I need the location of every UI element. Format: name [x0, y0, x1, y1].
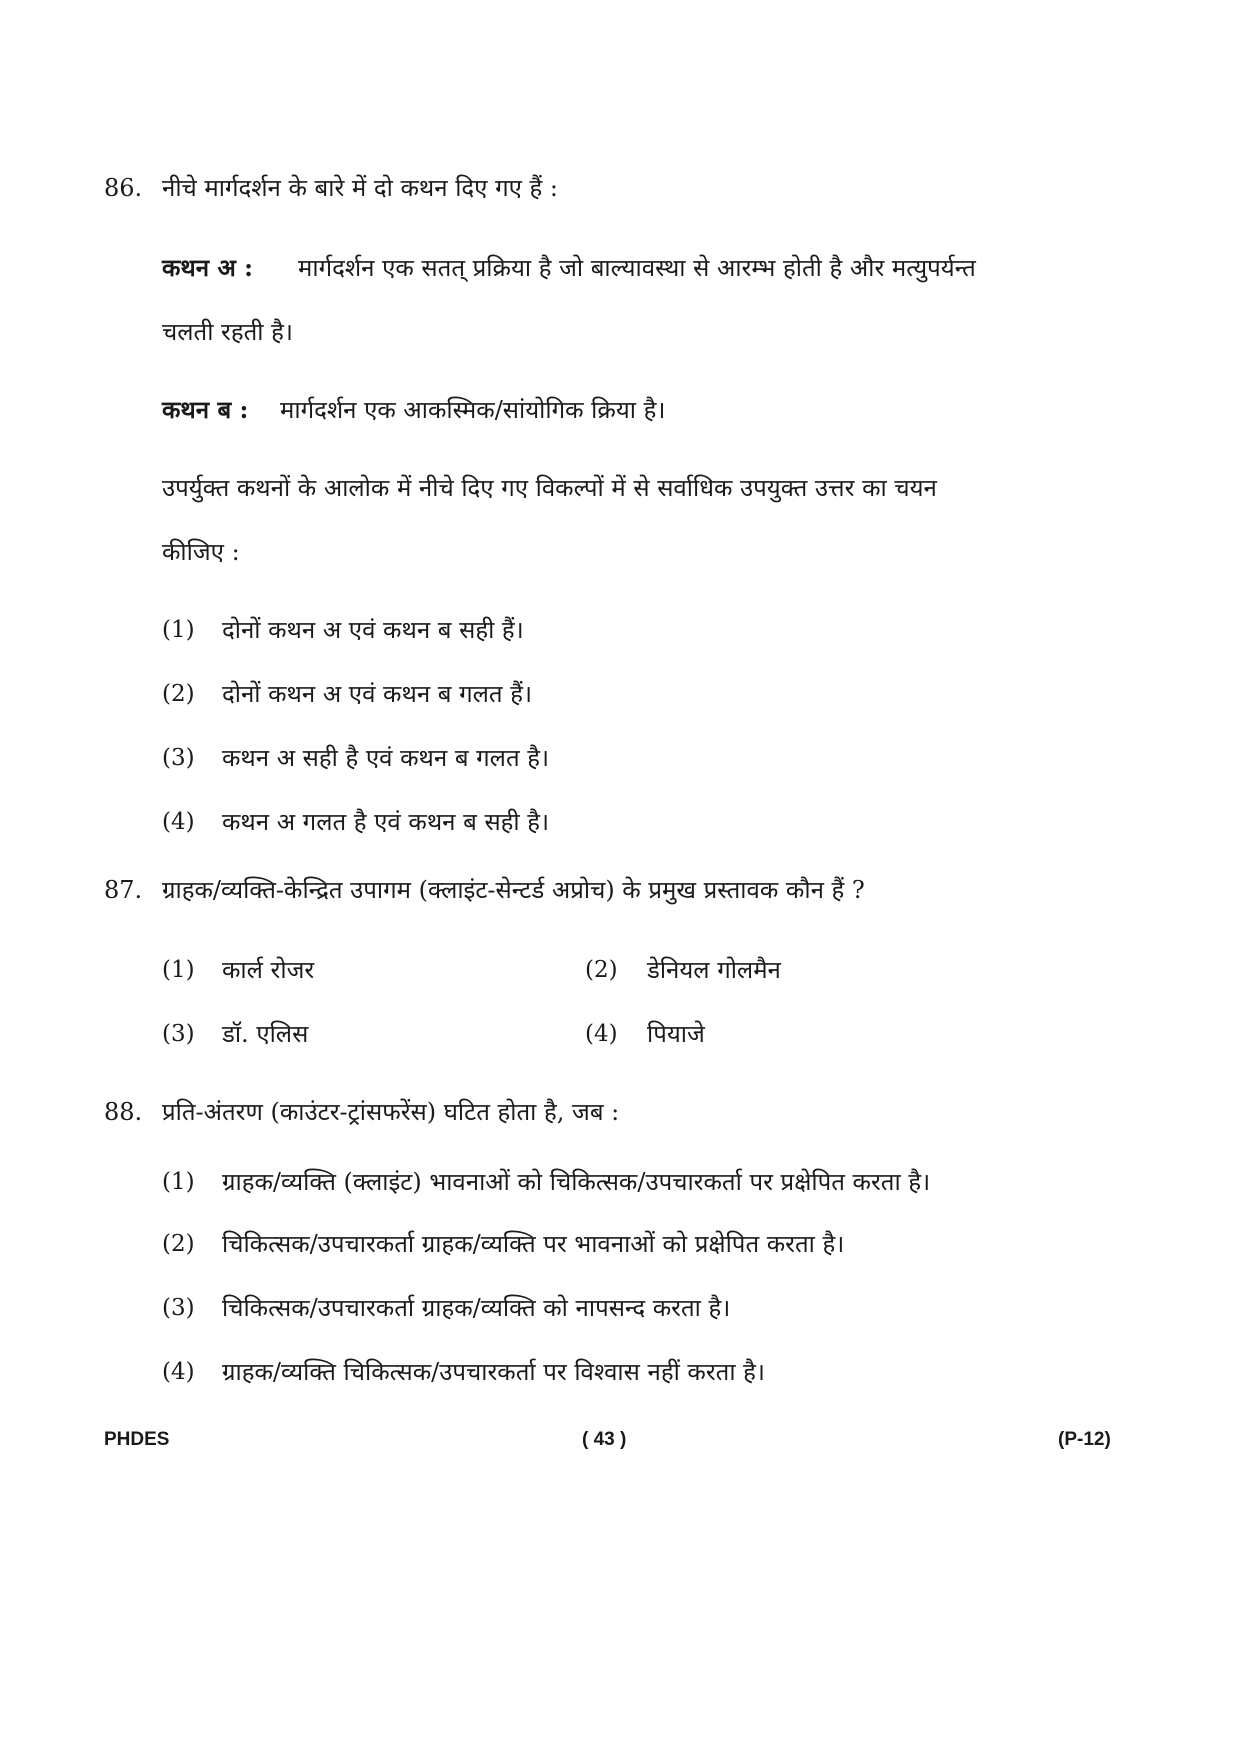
- option-text: दोनों कथन अ एवं कथन ब गलत हैं।: [222, 680, 533, 708]
- series-code: (P-12): [1058, 1429, 1111, 1450]
- instruction-text-cont: कीजिए :: [162, 538, 240, 566]
- question-stem: नीचे मार्गदर्शन के बारे में दो कथन दिए गए हैं :: [162, 174, 558, 202]
- option-text: ग्राहक/व्यक्ति (क्लाइंट) भावनाओं को चिकित्सक/उपचारकर्ता पर प्रक्षेपित करता है।: [222, 1168, 931, 1196]
- instruction-text: उपर्युक्त कथनों के आलोक में नीचे दिए गए विकल्पों में से सर्वाधिक उपयुक्त उत्तर का चयन: [162, 474, 937, 502]
- option-number: (2): [585, 957, 618, 983]
- option-text: चिकित्सक/उपचारकर्ता ग्राहक/व्यक्ति को नापसन्द करता है।: [222, 1294, 731, 1322]
- page-number: ( 43 ): [582, 1429, 627, 1450]
- option-number: (3): [162, 1295, 195, 1321]
- option-text: ग्राहक/व्यक्ति चिकित्सक/उपचारकर्ता पर विश्वास नहीं करता है।: [222, 1358, 766, 1386]
- question-number: 87.: [104, 876, 143, 904]
- option-number: (2): [162, 1231, 195, 1257]
- option-text: कार्ल रोजर: [222, 956, 315, 984]
- option-text: कथन अ गलत है एवं कथन ब सही है।: [222, 808, 550, 836]
- question-number: 88.: [104, 1098, 143, 1126]
- booklet-code: PHDES: [104, 1429, 170, 1450]
- option-number: (3): [162, 745, 195, 771]
- statement-a-text: मार्गदर्शन एक सतत् प्रक्रिया है जो बाल्यावस्था से आरम्भ होती है और मत्युपर्यन्त: [298, 254, 976, 282]
- question-stem: ग्राहक/व्यक्ति-केन्द्रित उपागम (क्लाइंट-सेन्टर्ड अप्रोच) के प्रमुख प्रस्तावक कौन हैं ?: [162, 876, 865, 904]
- option-number: (2): [162, 681, 195, 707]
- option-text: चिकित्सक/उपचारकर्ता ग्राहक/व्यक्ति पर भावनाओं को प्रक्षेपित करता है।: [222, 1230, 845, 1258]
- statement-a-label: कथन अ :: [162, 253, 253, 282]
- question-stem: प्रति-अंतरण (काउंटर-ट्रांसफरेंस) घटित होता है, जब :: [162, 1098, 620, 1126]
- statement-b-label: कथन ब :: [162, 395, 249, 424]
- option-number: (1): [162, 957, 195, 983]
- option-text: दोनों कथन अ एवं कथन ब सही हैं।: [222, 616, 524, 644]
- option-number: (1): [162, 617, 195, 643]
- option-number: (3): [162, 1021, 195, 1047]
- option-text: कथन अ सही है एवं कथन ब गलत है।: [222, 744, 550, 772]
- option-text: डॉ. एलिस: [222, 1020, 309, 1048]
- option-text: डेनियल गोलमैन: [647, 956, 781, 984]
- option-number: (1): [162, 1169, 195, 1195]
- option-text: पियाजे: [647, 1020, 705, 1048]
- option-number: (4): [585, 1021, 618, 1047]
- question-number: 86.: [104, 174, 143, 202]
- option-number: (4): [162, 809, 195, 835]
- statement-b-text: मार्गदर्शन एक आकस्मिक/सांयोगिक क्रिया है।: [280, 396, 666, 424]
- option-number: (4): [162, 1359, 195, 1385]
- statement-a-text-cont: चलती रहती है।: [162, 318, 293, 346]
